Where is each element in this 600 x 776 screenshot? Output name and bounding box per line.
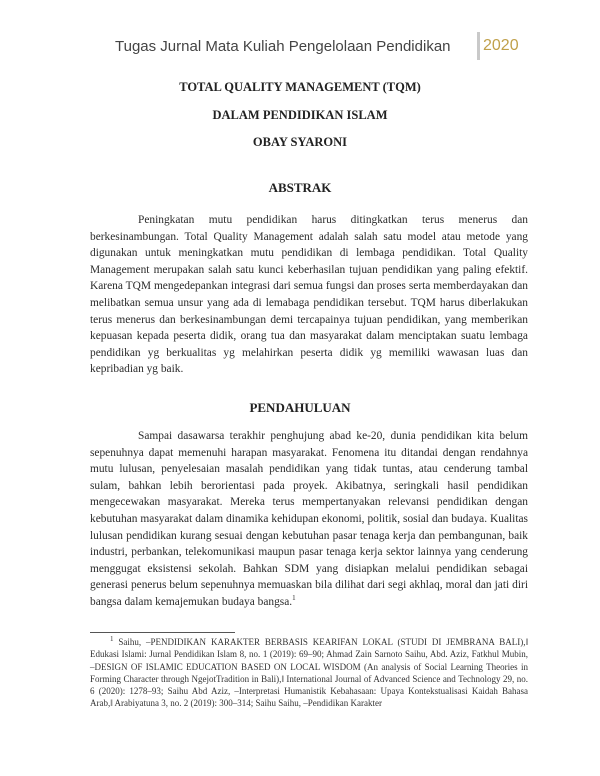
paper-title-line-2: DALAM PENDIDIKAN ISLAM (212, 108, 388, 122)
paper-author: OBAY SYARONI (252, 135, 348, 149)
abstract-heading: ABSTRAK (268, 180, 332, 195)
paper-title-line-1: TOTAL QUALITY MANAGEMENT (TQM) (179, 80, 421, 94)
footnote-divider (90, 632, 235, 633)
introduction-heading: PENDAHULUAN (249, 400, 351, 415)
introduction-text: Sampai dasawarsa terakhir penghujung abad ke-20, dunia pendidikan kita belum sepenuhnya dapat memenuhi harapan masyarakat. Fenomena itu ditandai dengan rendahnya mutu lulusan, penyelesaian masalah pendidikan yang tidak tuntas, atau cenderung tambal sulam, bahkan lebih berorientasi pada proyek. Akibatnya, seringkali hasil pendidikan mengecewakan masyarakat. Mereka terus mempertanyakan relevansi pendidikan dengan kebutuhan masyarakat dalam dinamika kehidupan ekonomi, politik, sosial dan budaya. Kualitas lulusan pendidikan kurang sesuai dengan kebutuhan pasar tenaga kerja dan pembangunan, baik industri, perbankan, telekomunikasi maupun pasar tenaga kerja sektor lainnya yang cenderung menggugat eksistensi sekolah. Bahkan SDM yang disiapkan melalui pendidikan sebagai generasi penerus belum sepenuhnya memuaskan bila dilihat dari segi akhlaq, moral dan jati diri bangsa dalam kemajemukan budaya bangsa. (90, 430, 528, 608)
abstract-text: Peningkatan mutu pendidikan harus ditingkatkan terus menerus dan berkesinambungan. Total Quality Management adalah salah satu model atau metode yang digunakan untuk meningkatkan mutu pendidikan di lembaga pendidikan. Total Quality Management merupakan salah satu kunci keberhasilan tujuan pendidikan yang paling efektif. Karena TQM mengedepankan integrasi dari semua fungsi dan proses serta memberdayakan dan melibatkan semua unsur yang ada di lemabaga pendidikan tersebut. TQM harus diberlakukan terus menerus dan berkesinambungan demi tercapainya tujuan pendidikan, yang memberikan kepuasan kepada peserta didik, orang tua dan masyarakat dalam menciptakan suatu lembaga pendidikan yg berkualitas yg melahirkan peserta didik yg memiliki wawasan luas dan kepribadian yg baik. (90, 214, 528, 376)
header-title: Tugas Jurnal Mata Kuliah Pengelolaan Pendidikan (115, 38, 451, 55)
header-divider (477, 32, 480, 60)
header-year: 2020 (483, 37, 519, 54)
footnote-text: Saihu, –PENDIDIKAN KARAKTER BERBASIS KEARIFAN LOKAL (STUDI DI JEMBRANA BALI),‖ Edukasi Islami: Jurnal Pendidikan Islam 8, no. 1 (2019): 69–90; Ahmad Zain Sarnoto Saihu, Abd. Aziz, Fatkhul Mubin, –DESIGN OF ISLAMIC EDUCATION BASED ON LOCAL WISDOM (An analysis of Social Learning Theories in Forming Character through NgejotTradition in Bali),‖ International Journal of Advanced Science and Technology 29, no. 6 (2020): 1278–93; Saihu Abd Aziz, –Interpretasi Humanistik Kebahasaan: Upaya Kontekstualisasi Kaidah Bahasa Arab,‖ Arabiyatuna 3, no. 2 (2019): 300–314; Saihu Saihu, –Pendidikan Karakter (90, 637, 529, 709)
footnote-reference[interactable]: 1 (292, 594, 296, 603)
footnote (90, 636, 528, 710)
footnote-marker: 1 (110, 635, 114, 643)
introduction-paragraph (90, 428, 528, 611)
